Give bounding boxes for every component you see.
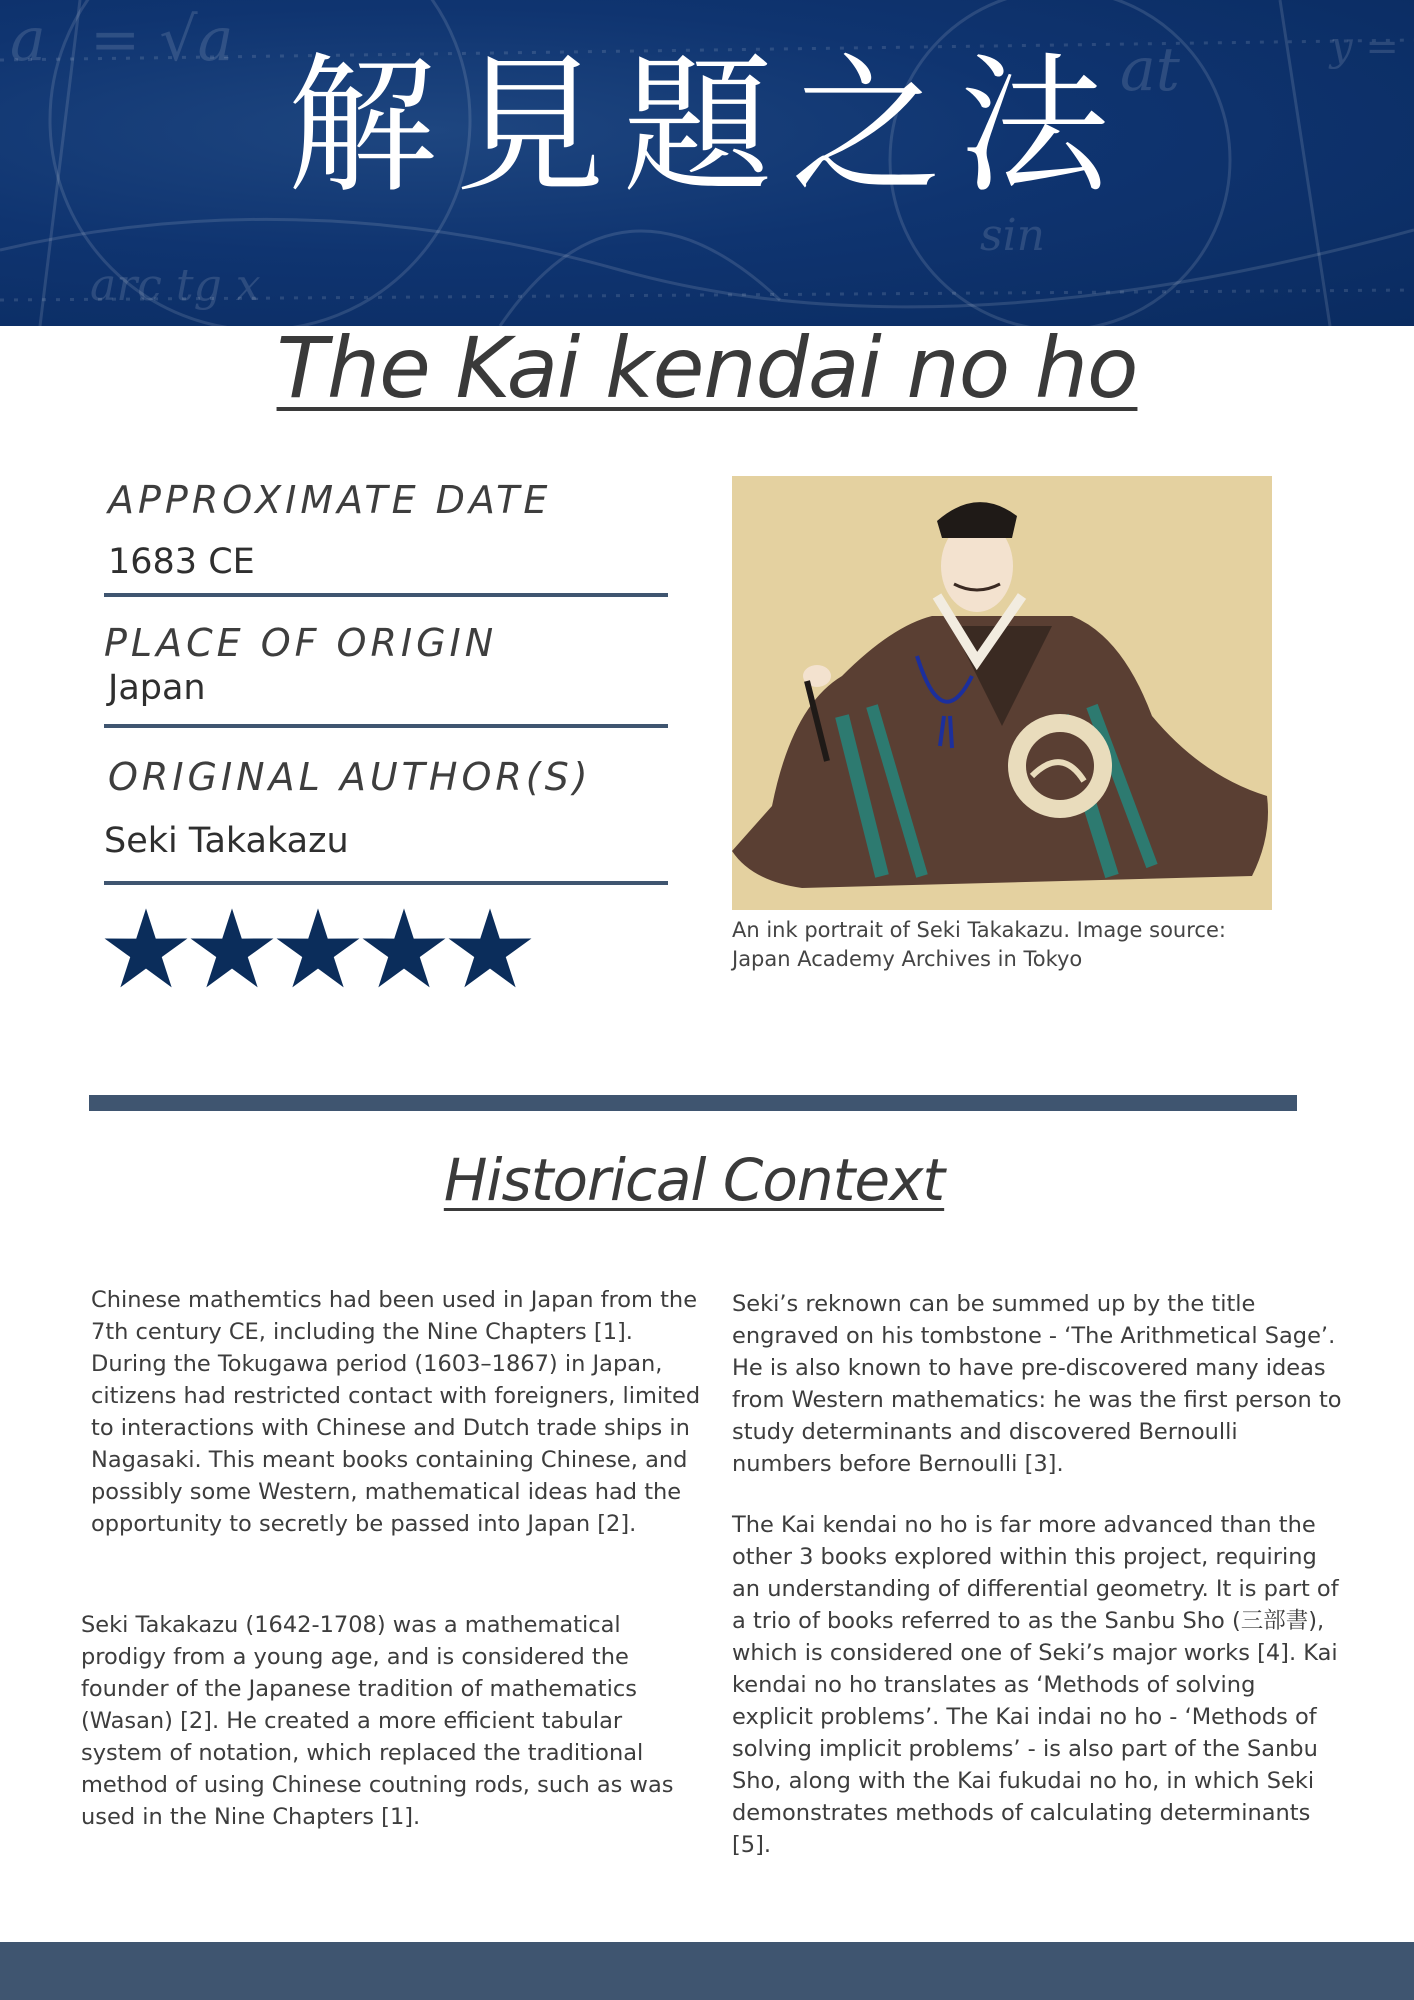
star-rating bbox=[104, 908, 544, 992]
portrait-image bbox=[732, 476, 1272, 910]
date-rule bbox=[104, 593, 668, 597]
svg-text:arc tg x: arc tg x bbox=[90, 260, 261, 311]
star-icon bbox=[192, 910, 272, 986]
caption-line-1: An ink portrait of Seki Takakazu. Image source: bbox=[732, 918, 1226, 942]
page-title bbox=[0, 319, 1414, 417]
star-icon bbox=[450, 910, 530, 986]
svg-text:sin: sin bbox=[980, 210, 1045, 261]
paragraph-4: The Kai kendai no ho is far more advanced than the other 3 books explored within this project, requiring an understanding of differential geometry. It is part of a trio of books referred to as the Sanbu Sho (三部書), which is considered one of Seki’s major works [4]. Kai kendai no ho translates as ‘Methods of solving explicit problems’. The Kai indai no ho - ‘Methods of solving implicit problems’ - is also part of the Sanbu Sho, along with the Kai fukudai no ho, in which Seki demonstrates methods of calculating determinants [5]. bbox=[732, 1512, 1339, 1858]
origin-rule bbox=[104, 724, 668, 728]
star-icon bbox=[364, 910, 444, 986]
origin-label: PLACE OF ORIGIN bbox=[104, 621, 498, 665]
author-label: ORIGINAL AUTHOR(S) bbox=[108, 755, 592, 799]
paragraph-3: Seki’s reknown can be summed up by the title engraved on his tombstone - ‘The Arithmetical Sage’. He is also known to have pre-discovered many ideas from Western mathematics: he was the first person to study determinants and discovered Bernoulli numbers before Bernoulli [3]. bbox=[732, 1291, 1342, 1477]
page-title-text: The Kai kendai no ho bbox=[276, 319, 1138, 417]
svg-text:y =: y = bbox=[1330, 24, 1399, 70]
banner-title: 解見題之法 bbox=[286, 40, 1127, 214]
date-label: APPROXIMATE DATE bbox=[108, 478, 552, 522]
author-rule bbox=[104, 881, 668, 885]
paragraph-1: Chinese mathemtics had been used in Japan from the 7th century CE, including the Nine Chapters [1]. During the Tokugawa period (1603–1867) in Japan, citizens had restricted contact with foreigners, limited to interactions with Chinese and Dutch trade ships in Nagasaki. This meant books containing Chinese, and possibly some Western, mathematical ideas had the opportunity to secretly be passed into Japan [2]. bbox=[91, 1287, 701, 1537]
image-caption bbox=[732, 916, 1252, 974]
header-banner bbox=[0, 0, 1414, 326]
paragraph-2: Seki Takakazu (1642-1708) was a mathematical prodigy from a young age, and is considered the founder of the Japanese tradition of mathematics (Wasan) [2]. He created a more efficient tabular system of notation, which replaced the traditional method of using Chinese coutning rods, such as was used in the Nine Chapters [1]. bbox=[81, 1612, 674, 1830]
star-icon bbox=[106, 910, 186, 986]
footer-bar bbox=[0, 1942, 1414, 2000]
section-title-text: Historical Context bbox=[443, 1146, 945, 1214]
section-divider bbox=[89, 1095, 1297, 1111]
date-value: 1683 CE bbox=[108, 542, 255, 582]
origin-value: Japan bbox=[108, 668, 206, 708]
svg-text:at: at bbox=[1120, 35, 1180, 105]
author-value: Seki Takakazu bbox=[104, 821, 349, 861]
caption-line-2: Japan Academy Archives in Tokyo bbox=[732, 947, 1083, 971]
svg-text:a: a bbox=[10, 5, 46, 75]
section-title bbox=[0, 1146, 1388, 1214]
star-icon bbox=[278, 910, 358, 986]
svg-text:= √a: = √a bbox=[90, 5, 234, 75]
